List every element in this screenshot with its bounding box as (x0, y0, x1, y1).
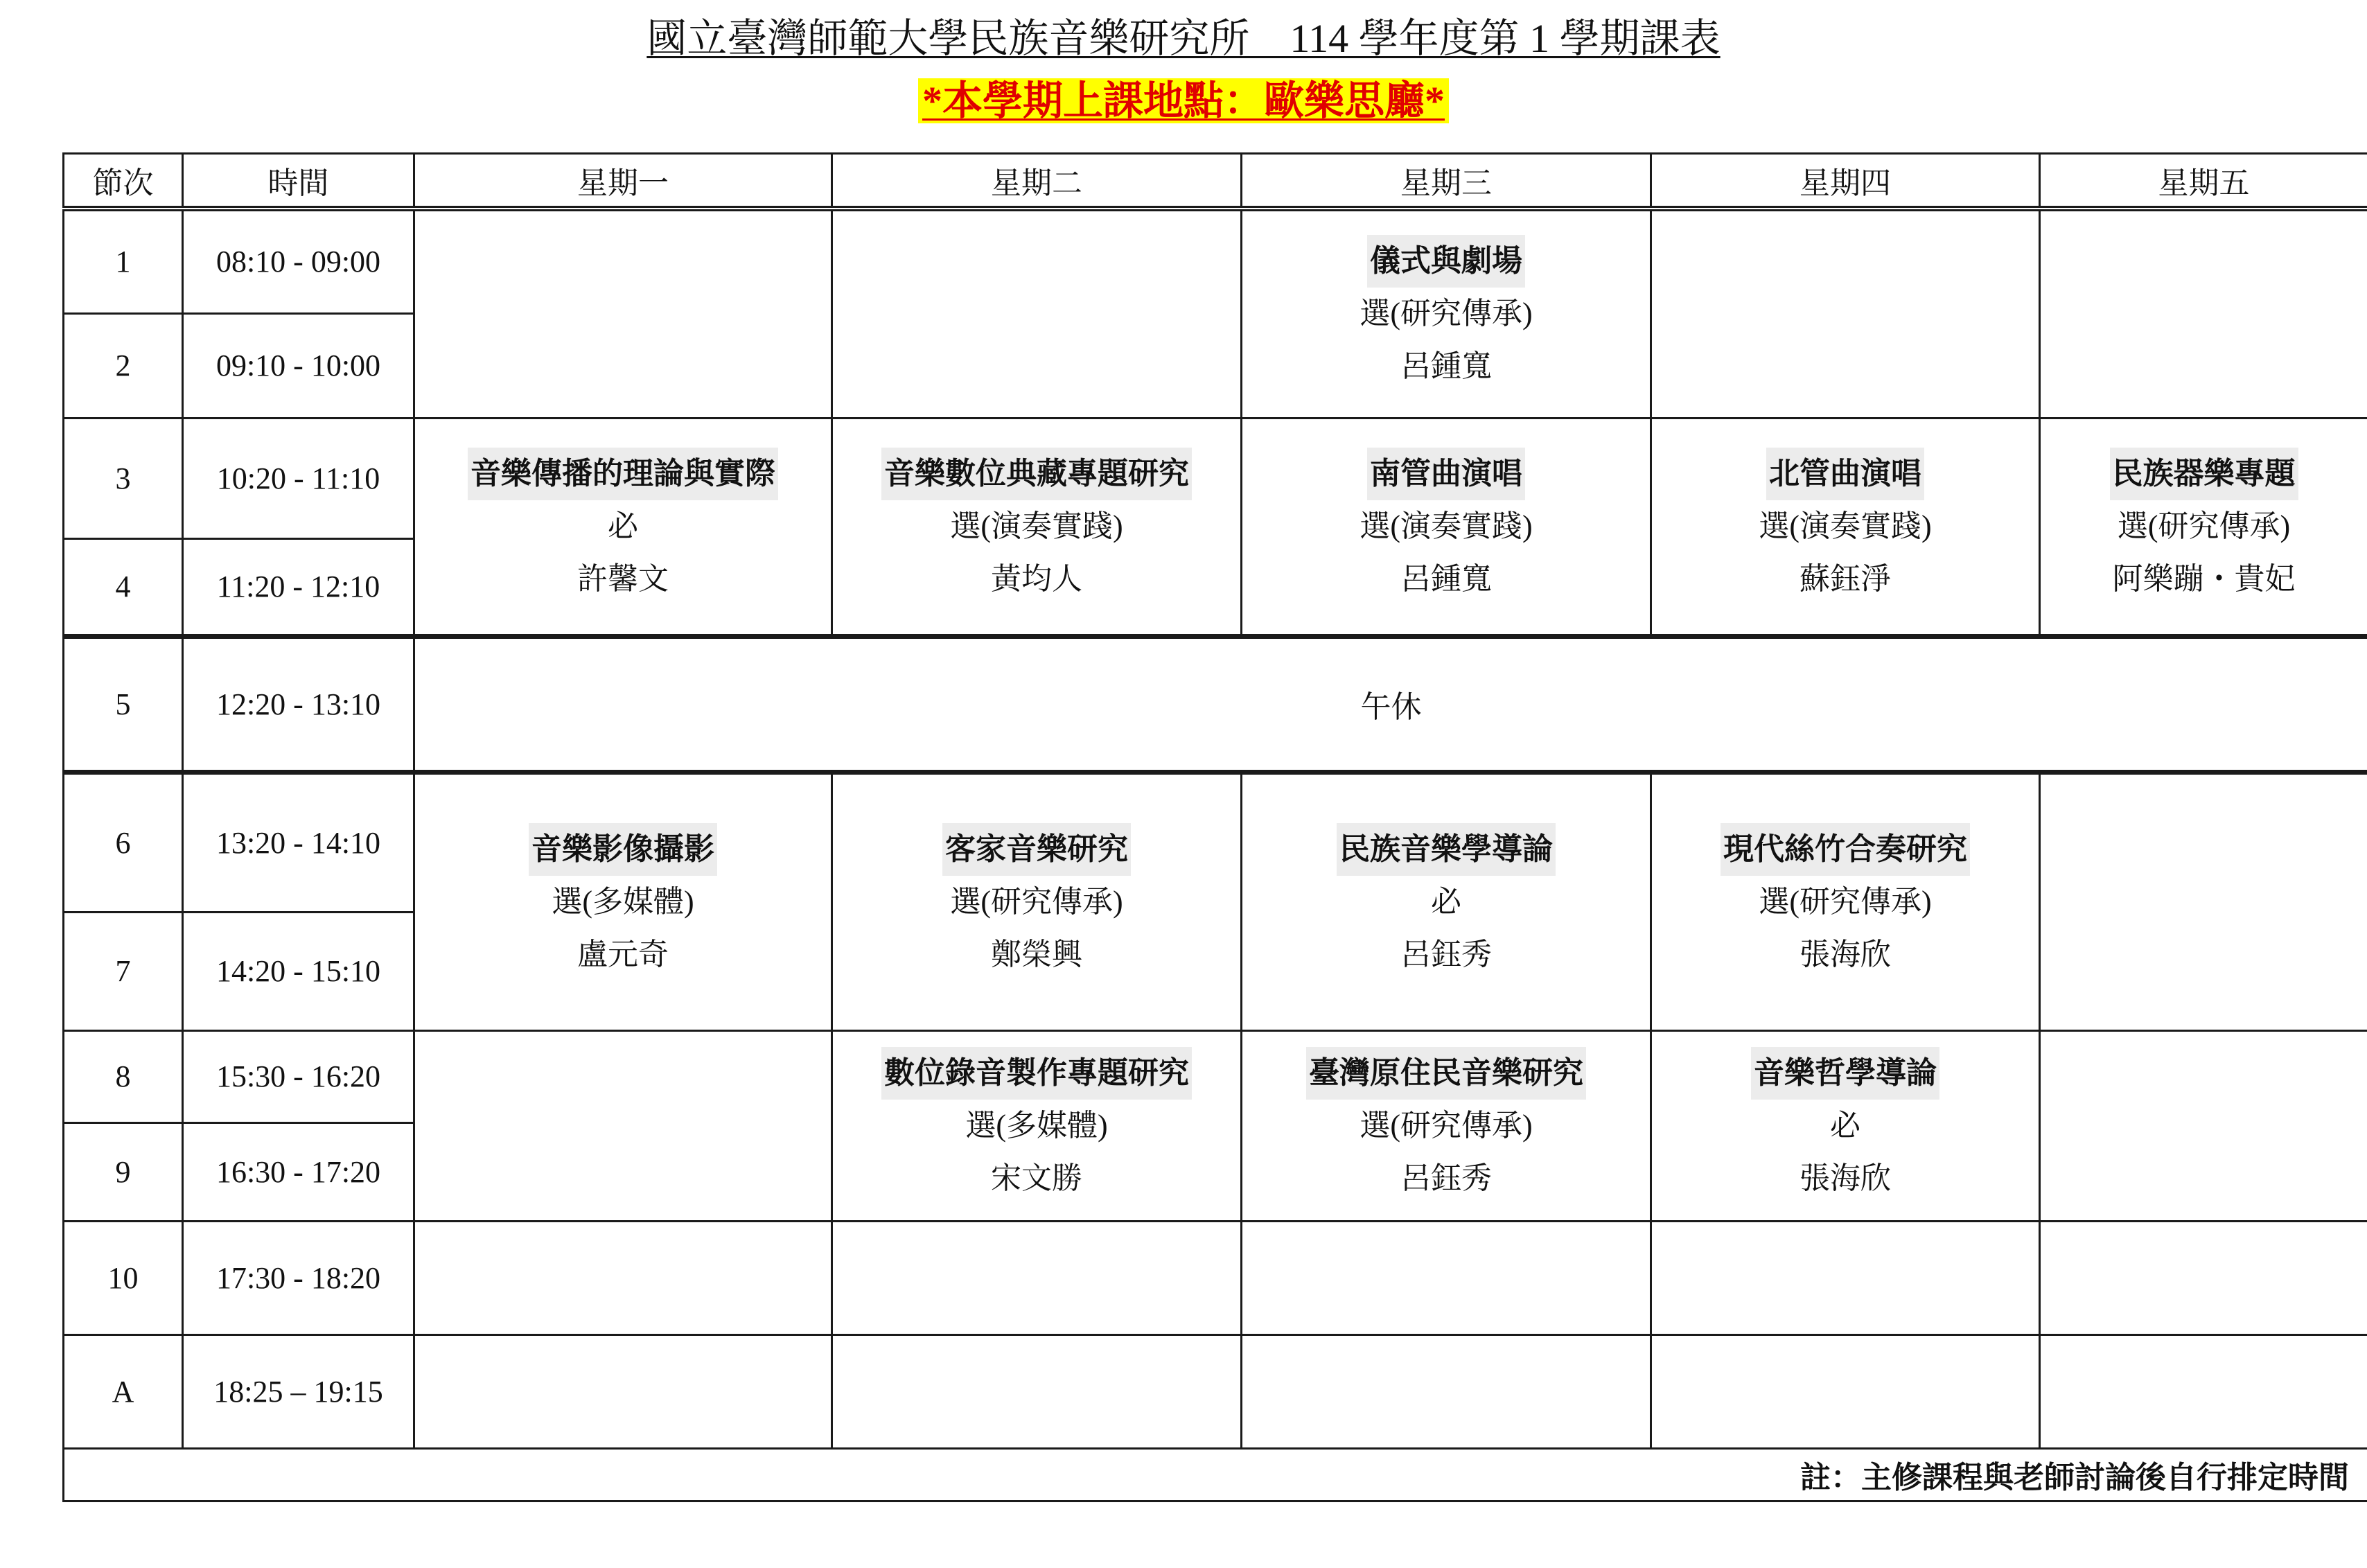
period-number: 4 (64, 538, 183, 636)
empty-cell (2040, 209, 2367, 418)
course-name: 儀式與劇場 (1367, 235, 1525, 288)
course-type: 選(研究傳承) (1360, 297, 1533, 331)
period-time: 11:20 - 12:10 (183, 538, 414, 636)
empty-cell (414, 1334, 832, 1448)
course-name: 民族音樂學導論 (1337, 823, 1556, 876)
empty-cell (1651, 1221, 2040, 1334)
page-title (0, 10, 2367, 68)
title-text: 國立臺灣師範大學民族音樂研究所 114 學年度第 1 學期課表 (646, 16, 1721, 61)
empty-cell (832, 1334, 1242, 1448)
empty-cell (832, 1221, 1242, 1334)
course-name: 音樂傳播的理論與實際 (468, 448, 778, 500)
footnote: 註：主修課程與老師討論後自行排定時間 (64, 1448, 2367, 1501)
empty-cell (1651, 209, 2040, 418)
course-cell (1242, 209, 1651, 418)
course-name: 民族器樂專題 (2110, 448, 2298, 500)
period-time: 17:30 - 18:20 (183, 1221, 414, 1334)
course-teacher: 宋文勝 (991, 1161, 1082, 1195)
course-teacher: 鄭榮興 (991, 937, 1082, 971)
location-text: *本學期上課地點：歐樂思廳* (918, 78, 1449, 123)
course-type: 選(研究傳承) (950, 884, 1123, 919)
period-time: 08:10 - 09:00 (183, 209, 414, 313)
empty-cell (832, 209, 1242, 418)
course-cell (414, 418, 832, 636)
empty-cell (414, 1221, 832, 1334)
period-number: 3 (64, 418, 183, 538)
empty-cell (2040, 1334, 2367, 1448)
course-type: 選(演奏實踐) (950, 509, 1123, 543)
course-cell (1242, 1030, 1651, 1221)
course-name: 臺灣原住民音樂研究 (1306, 1047, 1586, 1100)
course-teacher: 張海欣 (1800, 1161, 1891, 1195)
course-type: 選(研究傳承) (1360, 1108, 1533, 1143)
course-teacher: 呂鈺秀 (1400, 1161, 1492, 1195)
period-number: 7 (64, 912, 183, 1030)
course-teacher: 呂鍾寬 (1400, 561, 1492, 596)
period-time: 09:10 - 10:00 (183, 313, 414, 418)
course-teacher: 呂鍾寬 (1400, 349, 1492, 384)
course-cell (1651, 772, 2040, 1030)
schedule-table (62, 152, 2367, 1502)
course-name: 北管曲演唱 (1766, 448, 1924, 500)
period-row-8 (64, 1030, 2367, 1122)
period-number: 6 (64, 772, 183, 912)
course-teacher: 蘇鈺淨 (1800, 561, 1891, 596)
empty-cell (2040, 772, 2367, 1030)
course-type: 選(多媒體) (552, 884, 694, 919)
empty-cell (1651, 1334, 2040, 1448)
course-name: 客家音樂研究 (942, 823, 1131, 876)
course-cell (1651, 1030, 2040, 1221)
course-name: 南管曲演唱 (1367, 448, 1525, 500)
empty-cell (1242, 1221, 1651, 1334)
course-type: 必 (1431, 884, 1461, 919)
header-friday: 星期五 (2040, 154, 2367, 209)
course-name: 現代絲竹合奏研究 (1721, 823, 1970, 876)
course-type: 選(研究傳承) (2117, 509, 2291, 543)
header-wednesday: 星期三 (1242, 154, 1651, 209)
period-row-6 (64, 772, 2367, 912)
period-number: 2 (64, 313, 183, 418)
header-thursday: 星期四 (1651, 154, 2040, 209)
period-row-10 (64, 1221, 2367, 1334)
period-time: 14:20 - 15:10 (183, 912, 414, 1030)
period-number: 8 (64, 1030, 183, 1122)
lunch-break-cell: 午休 (414, 636, 2367, 772)
period-row-3 (64, 418, 2367, 538)
course-cell (1242, 772, 1651, 1030)
period-number: 9 (64, 1122, 183, 1221)
course-type: 選(多媒體) (965, 1108, 1108, 1143)
empty-cell (2040, 1030, 2367, 1221)
period-number: 1 (64, 209, 183, 313)
course-type: 選(研究傳承) (1759, 884, 1932, 919)
header-row (64, 154, 2367, 209)
location-banner (0, 72, 2367, 130)
course-name: 數位錄音製作專題研究 (881, 1047, 1192, 1100)
empty-cell (414, 1030, 832, 1221)
course-name: 音樂哲學導論 (1751, 1047, 1939, 1100)
note-row (64, 1448, 2367, 1501)
course-cell (414, 772, 832, 1030)
course-teacher: 阿樂蹦・貴妃 (2112, 561, 2296, 596)
header-monday: 星期一 (414, 154, 832, 209)
empty-cell (1242, 1334, 1651, 1448)
course-type: 必 (1830, 1108, 1860, 1143)
course-cell (1242, 418, 1651, 636)
course-cell (1651, 418, 2040, 636)
course-type: 選(演奏實踐) (1360, 509, 1533, 543)
header-time: 時間 (183, 154, 414, 209)
course-teacher: 呂鈺秀 (1400, 937, 1492, 971)
course-type: 必 (608, 509, 638, 543)
course-name: 音樂影像攝影 (529, 823, 717, 876)
period-time: 16:30 - 17:20 (183, 1122, 414, 1221)
course-teacher: 黃均人 (991, 561, 1082, 596)
course-teacher: 許馨文 (577, 561, 669, 596)
period-time: 13:20 - 14:10 (183, 772, 414, 912)
header-period: 節次 (64, 154, 183, 209)
period-time: 15:30 - 16:20 (183, 1030, 414, 1122)
empty-cell (2040, 1221, 2367, 1334)
period-time: 12:20 - 13:10 (183, 636, 414, 772)
period-row-5 (64, 636, 2367, 772)
header-tuesday: 星期二 (832, 154, 1242, 209)
period-row-a (64, 1334, 2367, 1448)
course-name: 音樂數位典藏專題研究 (881, 448, 1192, 500)
course-teacher: 盧元奇 (577, 937, 669, 971)
period-time: 10:20 - 11:10 (183, 418, 414, 538)
empty-cell (414, 209, 832, 418)
course-teacher: 張海欣 (1800, 937, 1891, 971)
period-row-1 (64, 209, 2367, 313)
course-cell (2040, 418, 2367, 636)
period-number: 5 (64, 636, 183, 772)
period-time: 18:25 – 19:15 (183, 1334, 414, 1448)
course-cell (832, 772, 1242, 1030)
period-number: A (64, 1334, 183, 1448)
course-type: 選(演奏實踐) (1759, 509, 1932, 543)
course-cell (832, 418, 1242, 636)
course-cell (832, 1030, 1242, 1221)
period-number: 10 (64, 1221, 183, 1334)
